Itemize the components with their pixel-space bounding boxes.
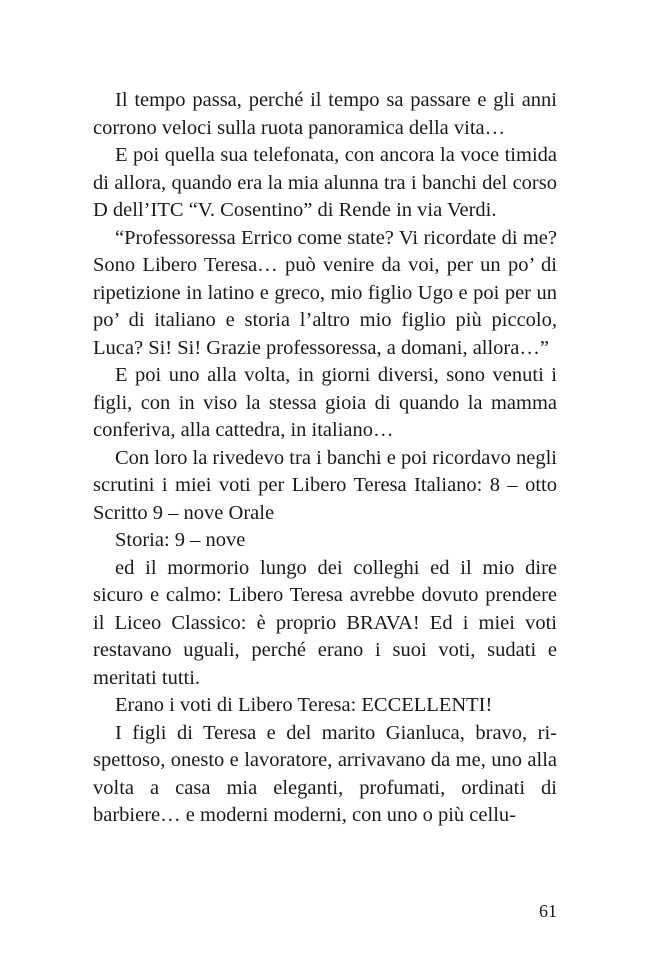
paragraph-2: E poi quella sua telefonata, con ancora la voce timida di allora, quando era la mia alunna tra i banchi del corso D dell’ITC “V. Cosentino” di Rende in via Verdi. (93, 144, 557, 221)
paragraph-4: E poi uno alla volta, in giorni diversi, sono venuti i figli, con in viso la stessa gioia di quando la mamma conferiva, alla cattedra, in italiano… (93, 364, 557, 441)
paragraph-5: Con loro la rivedevo tra i banchi e poi ricordavo negli scrutini i miei voti per Libero Teresa Italiano: 8 – otto Scritto 9 – nove Orale (93, 446, 557, 524)
paragraph-8: Erano i voti di Libero Teresa: ECCELLENTI! (115, 694, 493, 716)
body-text (93, 87, 557, 830)
paragraph-3: “Professoressa Errico come state? Vi ricordate di me? Sono Libero Teresa… può venire da voi, per un po’ di ripetizione in latino e greco, mio figlio Ugo e poi per un po’ di italiano e storia l’altro mio figlio più piccolo, Luca? Si! Si! Grazie professoressa, a domani, allora…” (93, 226, 557, 359)
paragraph-6: Storia: 9 – nove (115, 529, 246, 551)
page-number: 61 (539, 901, 557, 921)
paragraph-9: I figli di Teresa e del marito Gianluca, bravo, rispettoso, onesto e lavoratore, arrivavano da me, uno alla volta a casa mia eleganti, profumati, ordinati di barbiere… e moderni moderni, con uno o più cellu- (93, 721, 557, 826)
paragraph-1: Il tempo passa, perché il tempo sa passare e gli anni corrono veloci sulla ruota panoramica della vita… (93, 89, 557, 139)
paragraph-7: ed il mormorio lungo dei colleghi ed il mio dire sicuro e calmo: Libero Teresa avrebbe dovuto prendere il Liceo Classico: è proprio BRAVA! Ed i miei voti restavano uguali, perché erano i suoi voti, sudati e meritati tutti. (93, 556, 557, 689)
